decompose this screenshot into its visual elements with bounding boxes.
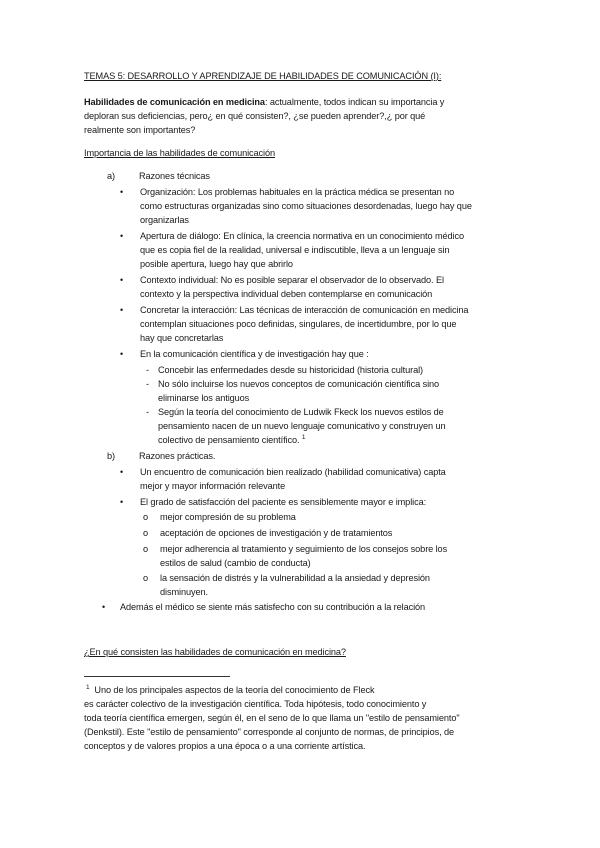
footnote [86, 684, 374, 696]
list-a-sub3-line2: pensamiento nacen de un nuevo lenguaje comunicativo y construyen un [158, 421, 446, 431]
bullet-icon: • [120, 275, 124, 285]
o-marker: o [143, 528, 149, 538]
list-a-label: Razones técnicas [139, 171, 210, 181]
list-a-item3-line2: contexto y la perspectiva individual deben contemplarse en comunicación [140, 289, 433, 299]
o-marker: o [143, 573, 149, 583]
footnote-line-3: toda teoría científica emergen, según él, en el seno de lo que llama un "estilo de pensamiento" [84, 713, 460, 723]
bullet-icon: • [120, 187, 124, 197]
list-b-o2: aceptación de opciones de investigación y de tratamientos [160, 528, 393, 538]
bullet-icon: • [120, 305, 124, 315]
intro-line-1-rest: : actualmente, todos indican su importancia y [264, 97, 445, 107]
footnote-reference[interactable]: 1 [301, 433, 306, 441]
dash-marker: - [146, 407, 149, 417]
intro-line-2: deploran sus deficiencias, pero¿ en qué consisten?, ¿se pueden aprender?,¿ por qué [84, 111, 426, 121]
list-marker-a: a) [107, 171, 115, 181]
section-heading-importance: Importancia de las habilidades de comunicación [84, 148, 276, 158]
list-b-o3-line1: mejor adherencia al tratamiento y seguimiento de los consejos sobre los [160, 544, 448, 554]
final-bullet-text: Además el médico se siente más satisfecho con su contribución a la relación [120, 602, 426, 612]
list-b-o4-line1: la sensación de distrés y la vulnerabilidad a la ansiedad y depresión [160, 573, 430, 583]
list-a-item4-line3: hay que concretarlas [140, 333, 224, 343]
list-a-item2-line1: Apertura de diálogo: En clínica, la creencia normativa en un conocimiento médico [140, 231, 464, 241]
list-a-item4-line1: Concretar la interacción: Las técnicas de interacción de comunicación en medicina [140, 305, 469, 315]
list-b-item1-line2: mejor y mayor información relevante [140, 481, 286, 491]
list-a-sub3-line3-text: colectivo de pensamiento científico. [158, 435, 300, 445]
list-a-item2-line2: que es copia fiel de la realidad, universal e indiscutible, lleva a un lenguaje sin [140, 245, 450, 255]
o-marker: o [143, 512, 149, 522]
footnote-line-5: conceptos y de valores propios a una época o a una corriente artística. [84, 741, 366, 751]
list-a-item1-line2: como estructuras organizadas sino como situaciones desordenadas, luego hay que [140, 201, 472, 211]
list-marker-b: b) [107, 451, 115, 461]
list-a-sub1: Concebir las enfermedades desde su historicidad (historia cultural) [158, 365, 423, 375]
dash-marker: - [146, 379, 149, 389]
list-b-o1: mejor compresión de su problema [160, 512, 296, 522]
intro-bold-term: Habilidades de comunicación en medicina [84, 97, 265, 107]
footnote-number: 1 [86, 683, 90, 691]
list-a-item5: En la comunicación científica y de investigación hay que : [140, 349, 369, 359]
list-a-item1-line3: organizarlas [140, 215, 189, 225]
list-b-item2: El grado de satisfacción del paciente es sensiblemente mayor e implica: [140, 497, 427, 507]
list-a-item1-line1: Organización: Los problemas habituales en la práctica médica se presentan no [140, 187, 455, 197]
list-a-sub2-line1: No sólo incluirse los nuevos conceptos de comunicación científica sino [158, 379, 440, 389]
section-heading-what: ¿En qué consisten las habilidades de comunicación en medicina? [84, 647, 346, 657]
bullet-icon: • [120, 467, 124, 477]
bullet-icon: • [120, 497, 124, 507]
bullet-icon: • [120, 349, 124, 359]
bullet-icon: • [120, 231, 124, 241]
footnote-line-1: Uno de los principales aspectos de la teoría del conocimiento de Fleck [94, 685, 375, 695]
list-a-sub2-line2: eliminarse los antiguos [158, 393, 250, 403]
footnote-line-4: (Denkstil). Este "estilo de pensamiento" corresponde al conjunto de normas, de principios, de [84, 727, 455, 737]
list-a-item4-line2: contemplan situaciones poco definidas, singulares, de incertidumbre, por lo que [140, 319, 457, 329]
list-b-o4-line2: disminuyen. [160, 587, 208, 597]
list-a-sub3-line3 [158, 434, 305, 446]
list-a-item3-line1: Contexto individual: No es posible separar el observador de lo observado. El [140, 275, 444, 285]
list-b-o3-line2: estilos de salud (cambio de conducta) [160, 558, 311, 568]
list-a-item2-line3: posible apertura, luego hay que abrirlo [140, 259, 293, 269]
list-b-item1-line1: Un encuentro de comunicación bien realizado (habilidad comunicativa) capta [140, 467, 446, 477]
list-b-label: Razones prácticas. [139, 451, 216, 461]
intro-line-3: realmente son importantes? [84, 125, 196, 135]
list-a-sub3-line1: Según la teoría del conocimiento de Ludwik Fkeck los nuevos estilos de [158, 407, 444, 417]
footnote-line-2: es carácter colectivo de la investigación científica. Toda hipótesis, todo conocimiento y [84, 699, 427, 709]
o-marker: o [143, 544, 149, 554]
intro-line-1 [84, 96, 444, 108]
footnote-separator [84, 676, 230, 677]
dash-marker: - [146, 365, 149, 375]
bullet-icon: • [102, 602, 106, 612]
document-title: TEMAS 5: DESARROLLO Y APRENDIZAJE DE HABILIDADES DE COMUNICACIÓN (I): [84, 71, 442, 81]
